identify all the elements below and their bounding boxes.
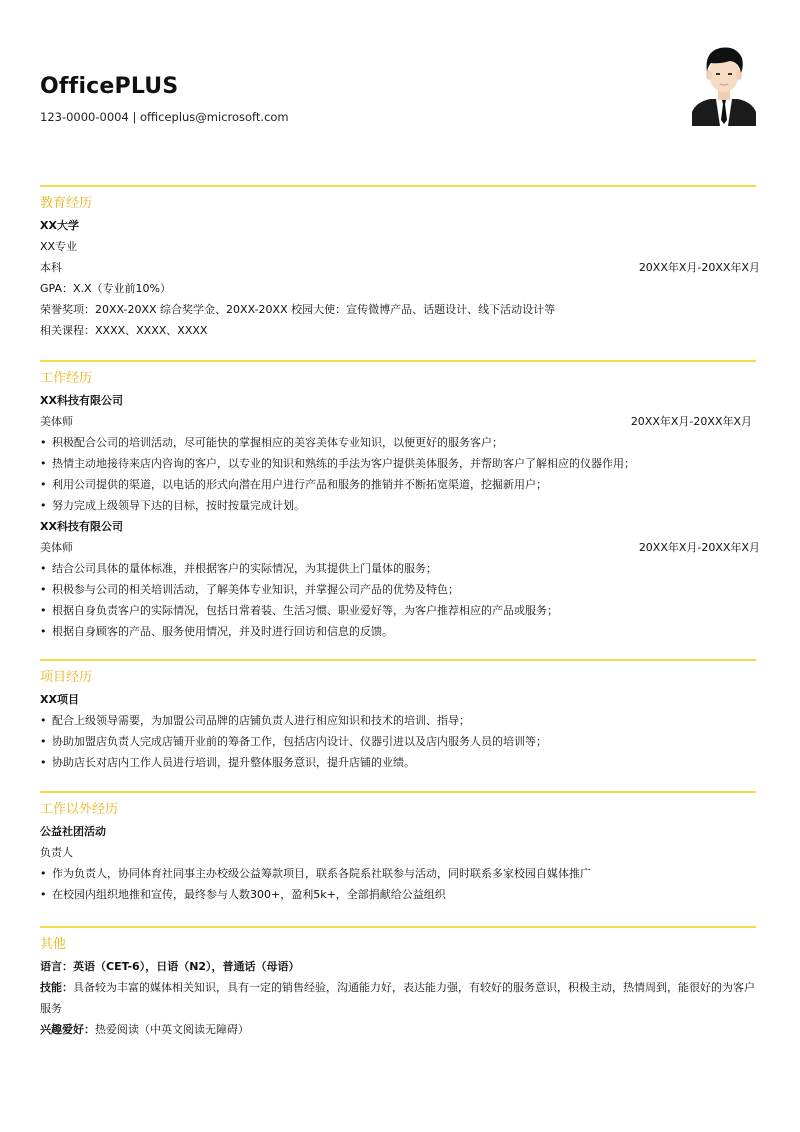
language-label: 语言： <box>40 960 73 973</box>
skills-label: 技能： <box>40 981 73 994</box>
org-role: 负责人 <box>40 846 73 859</box>
job-role-row <box>40 537 760 558</box>
company-name: XX科技有限公司 <box>40 394 123 407</box>
job-role: 美体师 <box>40 541 73 554</box>
list-item: • 利用公司提供的渠道，以电话的形式向潜在用户进行产品和服务的推销并不断拓宽渠道，挖掘新用户； <box>40 474 756 495</box>
major: XX专业 <box>40 240 78 253</box>
hobby-row <box>40 1019 756 1040</box>
language-row <box>40 956 756 977</box>
language-value: 英语（CET-6），日语（N2），普通话（母语） <box>73 960 300 973</box>
degree-row <box>40 257 760 278</box>
section-divider <box>40 659 756 661</box>
list-item: • 协助加盟店负责人完成店铺开业前的筹备工作，包括店内设计、仪器引进以及店内服务人员的培训等； <box>40 731 756 752</box>
honors: 荣誉奖项：20XX-20XX 综合奖学金、20XX-20XX 校园大使：宣传微博产品、话题设计、线下活动设计等 <box>40 303 556 316</box>
education-date: 20XX年X月-20XX年X月 <box>638 261 760 274</box>
courses: 相关课程：XXXX、XXXX、XXXX <box>40 324 208 337</box>
education-section <box>40 185 760 341</box>
section-divider <box>40 185 756 187</box>
list-item: • 协助店长对店内工作人员进行培训，提升整体服务意识，提升店铺的业绩。 <box>40 752 756 773</box>
extra-title: 工作以外经历 <box>40 802 119 817</box>
education-title: 教育经历 <box>40 196 93 211</box>
section-divider <box>40 360 756 362</box>
school-name: XX大学 <box>40 219 79 232</box>
hobby-value: 热爱阅读（中英文阅读无障碍） <box>95 1023 249 1036</box>
project-title: 项目经历 <box>40 670 93 685</box>
list-item: • 在校园内组织地推和宣传，最终参与人数300+，盈利5k+，全部捐献给公益组织 <box>40 884 756 905</box>
list-item: • 配合上级领导需要，为加盟公司品牌的店铺负责人进行相应知识和技术的培训、指导； <box>40 710 756 731</box>
work-title: 工作经历 <box>40 371 93 386</box>
businessman-avatar-icon <box>692 42 756 126</box>
candidate-name: OfficePLUS <box>40 74 179 99</box>
hobby-label: 兴趣爱好： <box>40 1023 95 1036</box>
extra-section <box>40 791 756 905</box>
list-item: • 热情主动地接待来店内咨询的客户，以专业的知识和熟练的手法为客户提供美体服务，并帮助客户了解相应的仪器作用； <box>40 453 756 474</box>
job-role: 美体师 <box>40 415 73 428</box>
contact-info: 123-0000-0004 | officeplus@microsoft.com <box>40 110 289 124</box>
degree: 本科 <box>40 261 62 274</box>
list-item: • 努力完成上级领导下达的目标，按时按量完成计划。 <box>40 495 756 516</box>
job-role-row <box>40 411 756 432</box>
section-divider <box>40 926 756 928</box>
list-item: • 作为负责人，协同体育社同事主办校级公益筹款项目，联系各院系社联参与活动，同时联系多家校园自媒体推广 <box>40 863 756 884</box>
skills-row <box>40 977 756 1019</box>
other-title: 其他 <box>40 937 67 952</box>
company-name: XX科技有限公司 <box>40 520 123 533</box>
job-date: 20XX年X月-20XX年X月 <box>638 541 760 554</box>
project-name: XX项目 <box>40 693 79 706</box>
list-item: • 积极配合公司的培训活动，尽可能快的掌握相应的美容美体专业知识，以便更好的服务客户； <box>40 432 756 453</box>
list-item: • 结合公司具体的量体标准，并根据客户的实际情况，为其提供上门量体的服务； <box>40 558 756 579</box>
list-item: • 根据自身顾客的产品、服务使用情况，并及时进行回访和信息的反馈。 <box>40 621 756 642</box>
job-date: 20XX年X月-20XX年X月 <box>630 415 752 428</box>
work-section <box>40 360 760 642</box>
list-item: • 根据自身负责客户的实际情况，包括日常着装、生活习惯、职业爱好等，为客户推荐相应的产品或服务； <box>40 600 756 621</box>
list-item: • 积极参与公司的相关培训活动，了解美体专业知识，并掌握公司产品的优势及特色； <box>40 579 756 600</box>
gpa: GPA：X.X（专业前10%） <box>40 282 171 295</box>
skills-value: 具备较为丰富的媒体相关知识，具有一定的销售经验，沟通能力好，表达能力强，有较好的服务意识，积极主动，热情周到，能很好的为客户服务 <box>40 981 755 1015</box>
project-section <box>40 659 756 773</box>
other-section <box>40 926 756 1040</box>
section-divider <box>40 791 756 793</box>
org-name: 公益社团活动 <box>40 825 106 838</box>
